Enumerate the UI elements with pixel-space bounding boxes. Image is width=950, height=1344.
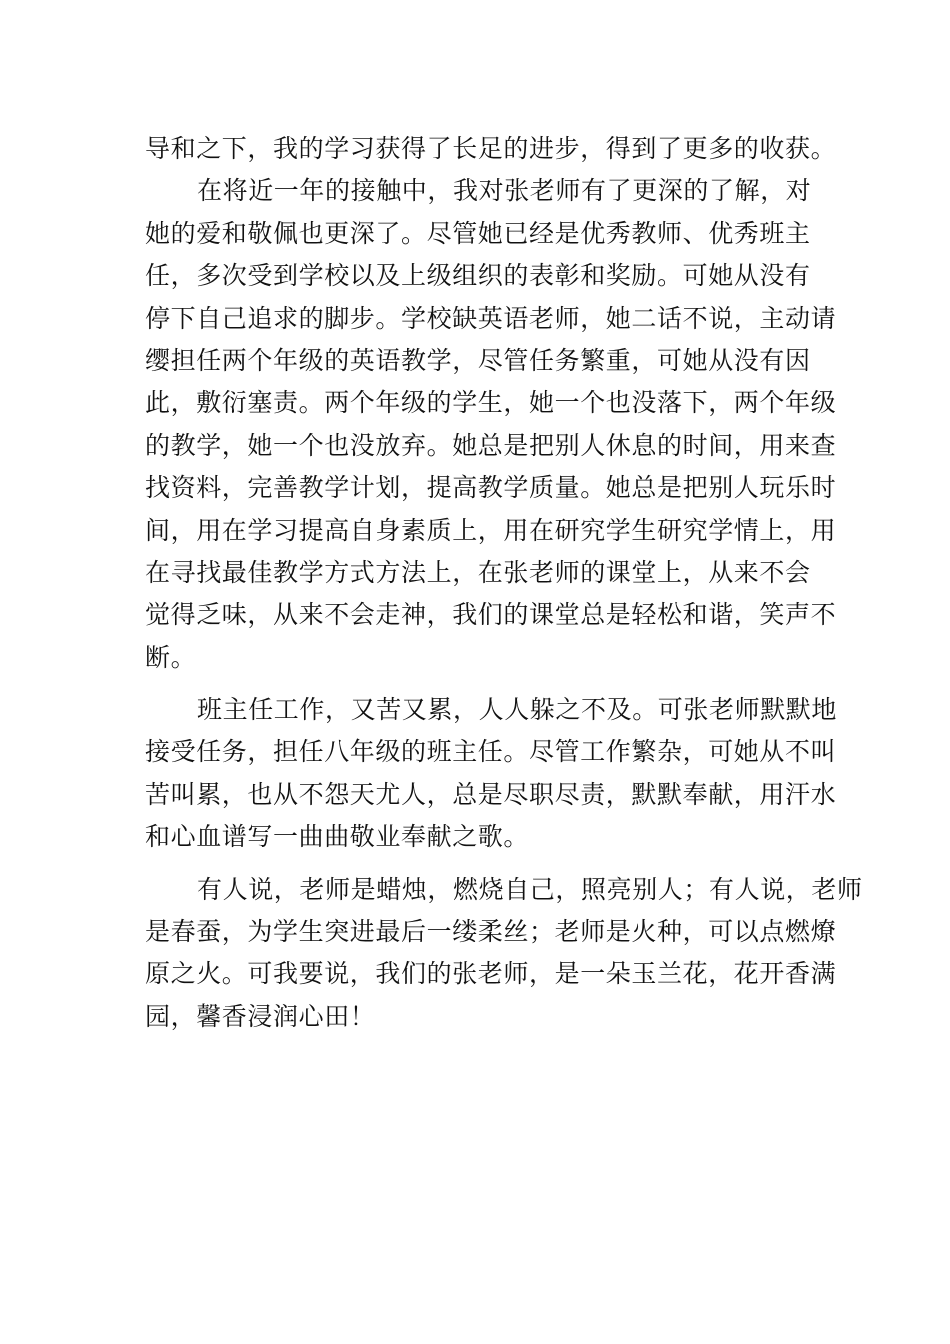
text-line: 有人说，老师是蜡烛，燃烧自己，照亮别人；有人说，老师: [197, 874, 863, 904]
text-line: 间，用在学习提高自身素质上，用在研究学生研究学情上，用: [145, 515, 837, 545]
text-line: 的教学，她一个也没放弃。她总是把别人休息的时间，用来查: [145, 430, 837, 460]
text-line: 班主任工作，又苦又累，人人躲之不及。可张老师默默地: [197, 695, 838, 725]
paragraph-spacer: [145, 859, 807, 869]
text-line: 导和之下，我的学习获得了长足的进步，得到了更多的收获。: [145, 134, 837, 163]
paragraph-3: [145, 689, 838, 859]
text-line: 原之火。可我要说，我们的张老师，是一朵玉兰花，花开香满: [145, 959, 837, 989]
text-line: 任，多次受到学校以及上级组织的表彰和奖励。可她从没有: [145, 261, 811, 291]
text-line: 她的爱和敬佩也更深了。尽管她已经是优秀教师、优秀班主: [145, 218, 811, 248]
text-line: 觉得乏味，从来不会走神，我们的课堂总是轻松和谐，笑声不: [145, 600, 837, 630]
text-line: 断。: [145, 642, 197, 672]
text-line: 此，敷衍塞责。两个年级的学生，她一个也没落下，两个年级: [145, 388, 837, 418]
text-line: 苦叫累，也从不怨天尤人，总是尽职尽责，默默奉献，用汗水: [145, 779, 837, 809]
text-line: 园，馨香浸润心田！: [145, 1001, 376, 1031]
text-line: 缨担任两个年级的英语教学，尽管任务繁重，可她从没有因: [145, 345, 811, 375]
document-body: [145, 128, 863, 1038]
paragraph-2: [145, 170, 837, 679]
paragraph-4: [145, 869, 863, 1039]
text-line: 和心血谱写一曲曲敬业奉献之歌。: [145, 822, 530, 852]
text-line: 在寻找最佳教学方式方法上，在张老师的课堂上，从来不会: [145, 557, 811, 587]
paragraph-spacer: [145, 679, 807, 689]
text-line: 停下自己追求的脚步。学校缺英语老师，她二话不说，主动请: [145, 303, 837, 333]
paragraph-1: [145, 128, 837, 170]
text-line: 接受任务，担任八年级的班主任。尽管工作繁杂，可她从不叫: [145, 737, 837, 767]
text-line: 是春蚕，为学生突进最后一缕柔丝；老师是火种，可以点燃燎: [145, 917, 837, 947]
text-line: 在将近一年的接触中，我对张老师有了更深的了解，对: [197, 176, 812, 206]
text-line: 找资料，完善教学计划，提高教学质量。她总是把别人玩乐时: [145, 473, 837, 503]
